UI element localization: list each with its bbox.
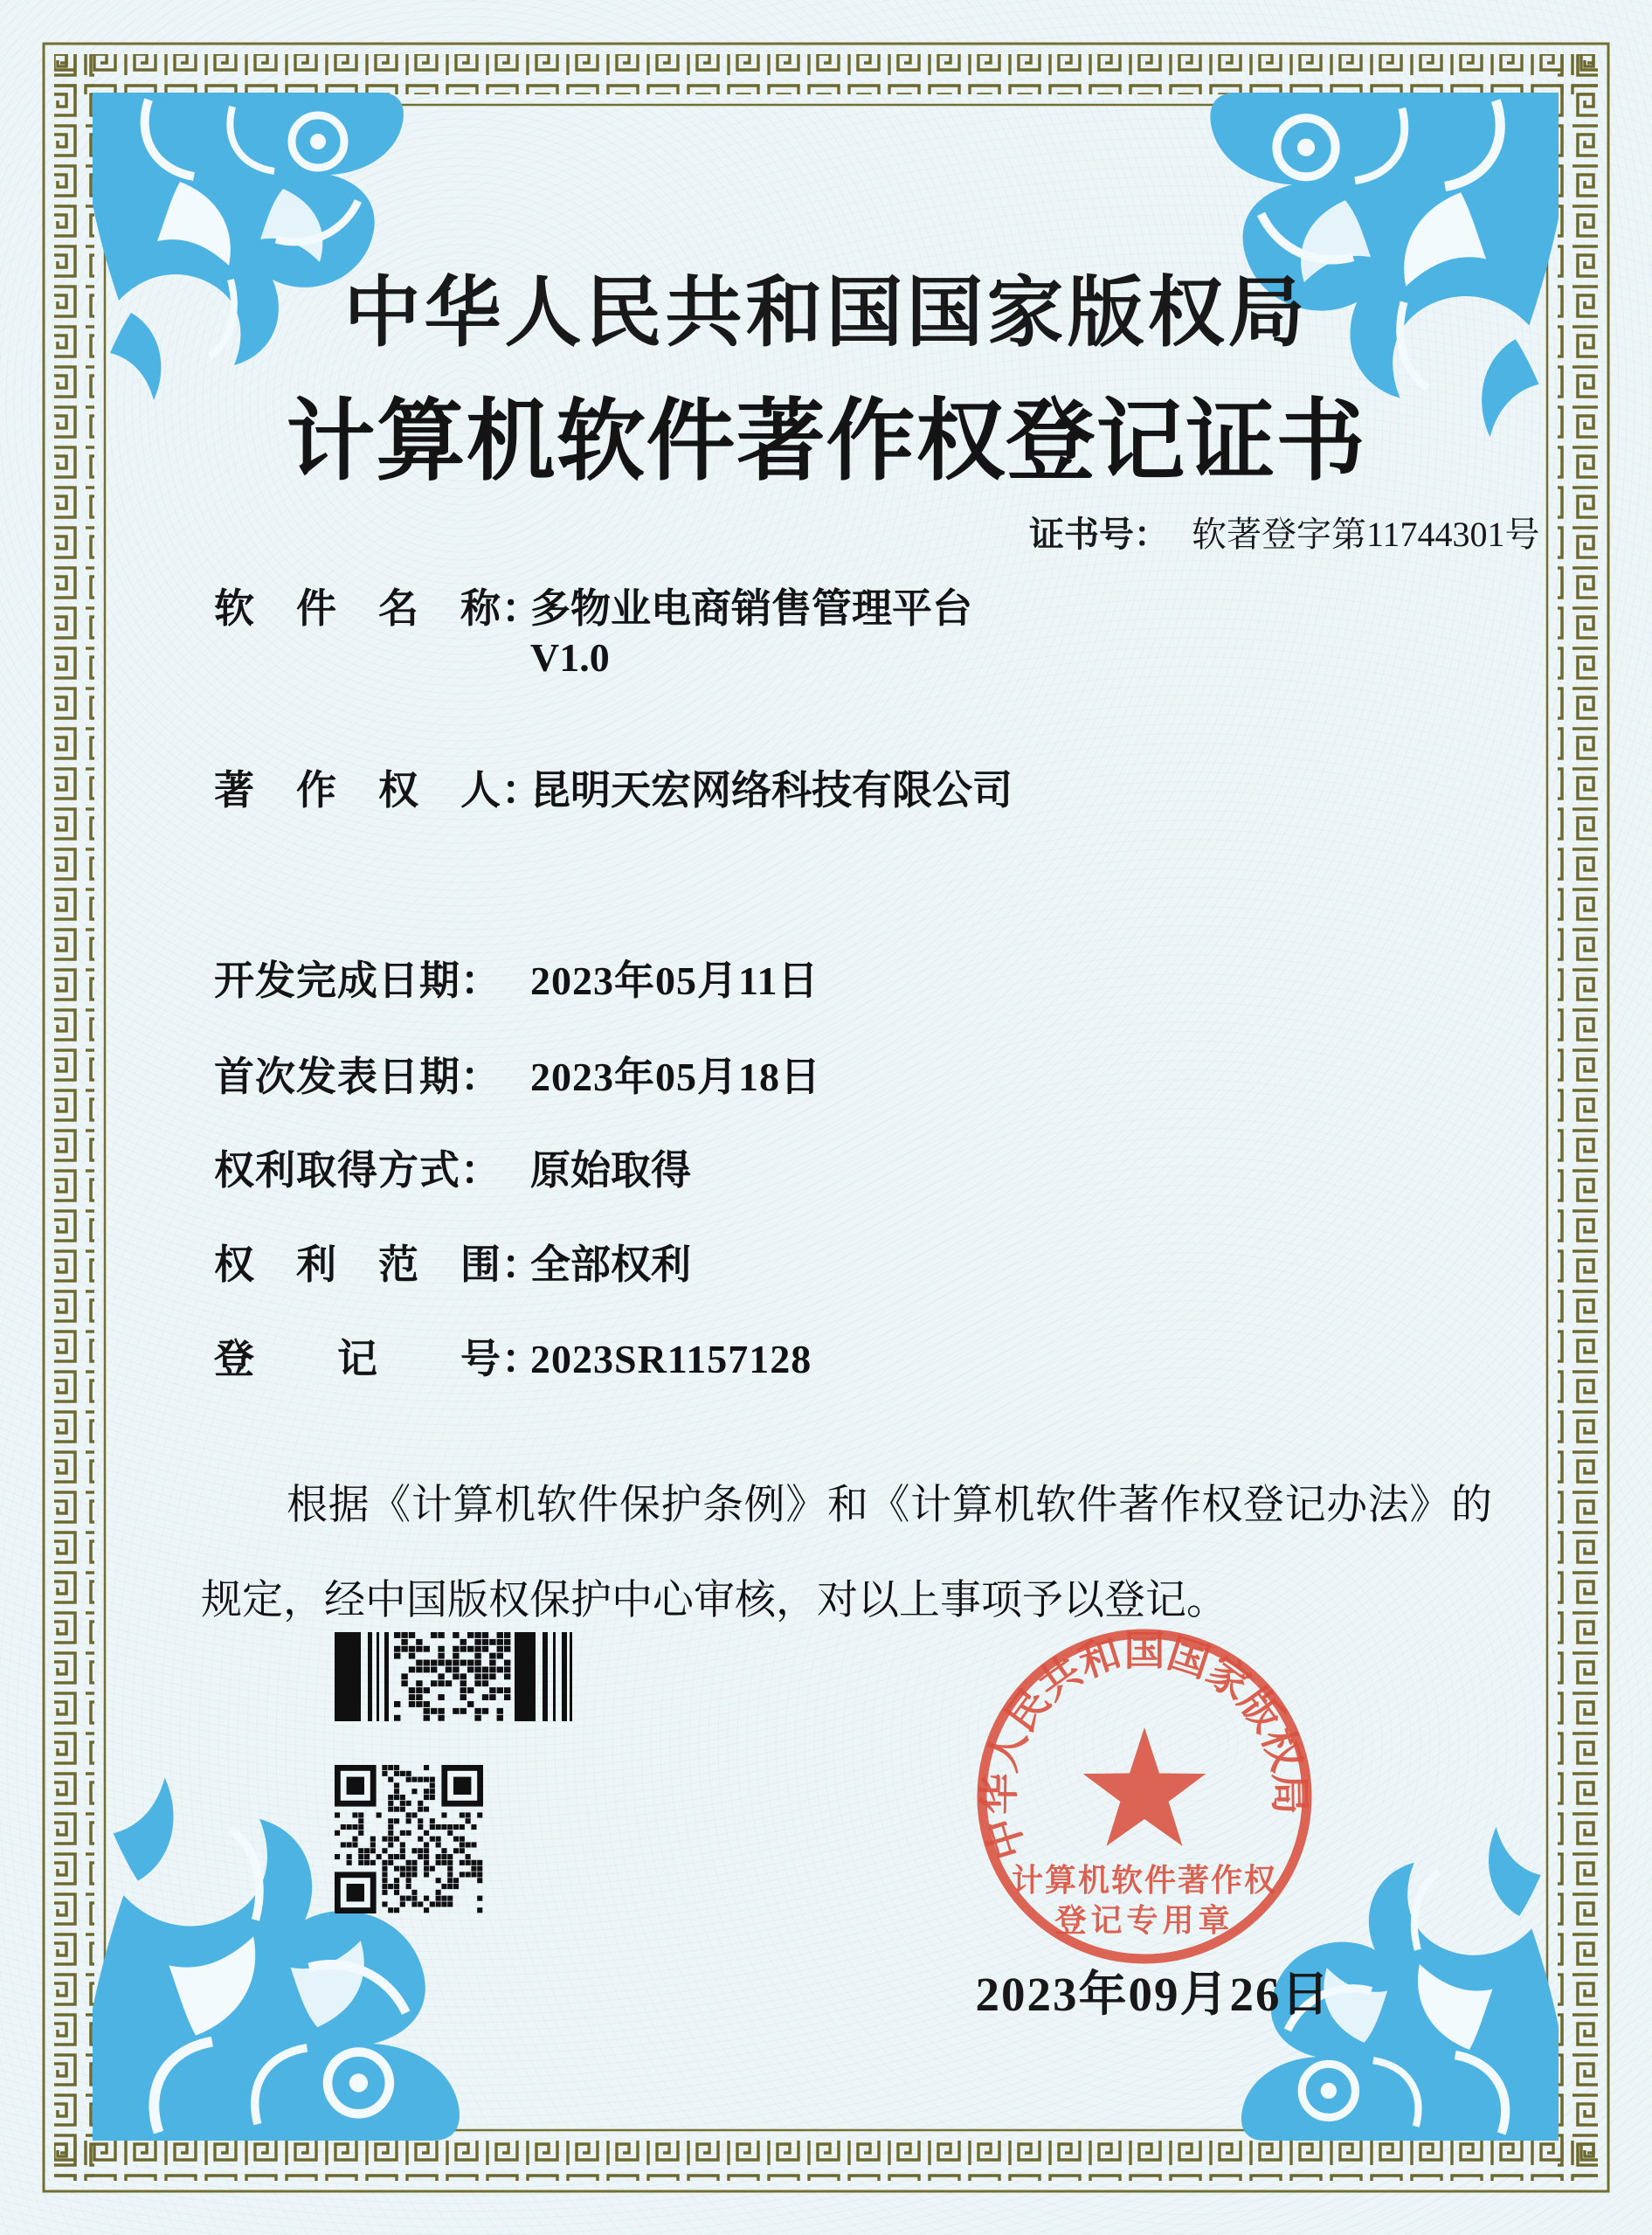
field-row-rights-scope bbox=[214, 1233, 691, 1290]
software-name-value: 多物业电商销售管理平台 bbox=[530, 585, 972, 631]
dev-complete-date-label: 开发完成日期： bbox=[214, 958, 501, 1003]
seal-line1: 计算机软件著作权 bbox=[1011, 1862, 1278, 1898]
first-publish-date-label: 首次发表日期： bbox=[214, 1054, 501, 1099]
software-version-value: V1.0 bbox=[530, 635, 610, 680]
barcode bbox=[335, 1632, 574, 1722]
red-star-icon bbox=[1083, 1727, 1206, 1846]
rights-scope-value: 全部权利 bbox=[530, 1242, 691, 1287]
registration-number-label: 登 记 号： bbox=[214, 1336, 543, 1381]
qr-code bbox=[335, 1765, 483, 1913]
seal-ring-text: 中华人民共和国国家版权局 bbox=[977, 1629, 1312, 1865]
copyright-holder-label: 著 作 权 人： bbox=[214, 767, 543, 813]
certificate-number-label: 证书号： bbox=[1029, 516, 1169, 554]
field-row-dev-complete-date bbox=[214, 949, 819, 1007]
rights-scope-label: 权 利 范 围： bbox=[214, 1242, 543, 1287]
field-row-copyright-holder bbox=[214, 758, 1013, 816]
acquisition-method-value: 原始取得 bbox=[530, 1147, 691, 1193]
first-publish-date-value: 2023年05月18日 bbox=[530, 1055, 821, 1099]
field-row-acquisition-method bbox=[214, 1138, 691, 1196]
statement-paragraph: 根据《计算机软件保护条例》和《计算机软件著作权登记办法》的规定，经中国版权保护中心审核，对以上事项予以登记。 bbox=[201, 1483, 1492, 1623]
acquisition-method-label: 权利取得方式： bbox=[214, 1147, 501, 1193]
dev-complete-date-value: 2023年05月11日 bbox=[530, 958, 819, 1003]
field-row-software-name bbox=[214, 577, 972, 634]
field-row-registration-number bbox=[214, 1327, 812, 1385]
certificate-number-value: 软著登字第11744301号 bbox=[1192, 515, 1540, 554]
software-name-label: 软 件 名 称： bbox=[214, 585, 543, 631]
copyright-holder-value: 昆明天宏网络科技有限公司 bbox=[530, 767, 1013, 813]
issue-date: 2023年09月26日 bbox=[975, 1968, 1331, 2021]
registration-number-value: 2023SR1157128 bbox=[530, 1337, 812, 1381]
field-row-first-publish-date bbox=[214, 1045, 821, 1103]
certificate-number bbox=[1029, 507, 1540, 557]
authority-title: 中华人民共和国国家版权局 bbox=[343, 272, 1309, 356]
certificate-title: 计算机软件著作权登记证书 bbox=[286, 393, 1366, 492]
official-seal bbox=[971, 1623, 1317, 1969]
seal-line2: 登记专用章 bbox=[1054, 1902, 1234, 1938]
